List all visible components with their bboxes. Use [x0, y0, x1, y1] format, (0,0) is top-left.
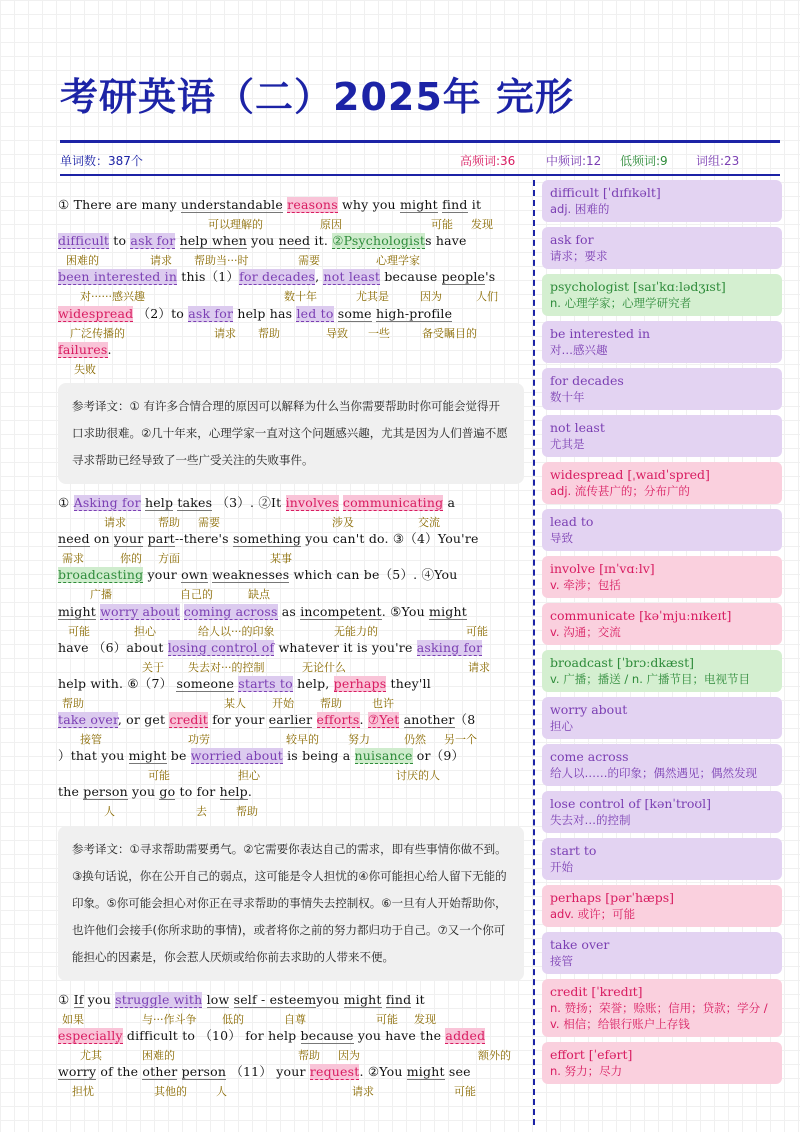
gloss: 备受瞩目的 [422, 326, 477, 340]
term: need [58, 531, 90, 547]
term: widespread [58, 305, 134, 321]
passage-line [58, 530, 524, 566]
term: credit [169, 712, 209, 728]
vocab-word: psychologist [saɪˈkɑːlədʒɪst] [550, 279, 726, 294]
vocab-card [542, 1042, 782, 1084]
vocab-card [542, 462, 782, 504]
vocab-meaning: 导致 [550, 531, 573, 545]
gloss: 请求 [352, 1085, 374, 1098]
vocab-word: be interested in [550, 326, 651, 341]
term: struggle with [115, 991, 203, 1007]
gloss: 自尊 [284, 1012, 306, 1026]
phrase-count: 词组:23 [696, 154, 740, 168]
gloss: 人 [104, 805, 115, 819]
term: especially [58, 1027, 123, 1043]
gloss: 帮助 [258, 326, 280, 340]
term: worried about [190, 748, 283, 764]
gloss: 人们 [476, 290, 498, 304]
term: might [429, 603, 467, 619]
gloss: 给人以···的印象 [198, 624, 275, 638]
term: might [406, 1064, 445, 1079]
vocab-meaning: v. 牵涉；包括 [550, 578, 621, 592]
gloss: 请求 [150, 254, 172, 268]
passage-line [58, 783, 524, 819]
english-text: have （6）about losing control of whatever it is you're asking for [58, 639, 483, 655]
vocab-card [542, 932, 782, 974]
vocab-list [542, 180, 782, 1089]
term: ②Psychologist [332, 233, 426, 249]
vocab-word: ask for [550, 232, 594, 247]
gloss: 涉及 [332, 515, 354, 529]
vocab-meaning: v. 广播；播送 / n. 广播节目；电视节目 [550, 672, 751, 686]
gloss: 担忧 [72, 1085, 94, 1098]
gloss: 人 [216, 1085, 227, 1098]
passage-line [58, 711, 524, 747]
term: for decades [239, 269, 316, 285]
gloss: 需要 [198, 515, 220, 529]
vocab-meaning: 对…感兴趣 [550, 343, 608, 357]
english-text: worry of the other person （11） your request. ②You might see [58, 1064, 471, 1079]
gloss: 可能 [148, 769, 170, 783]
vocab-card [542, 791, 782, 833]
passage-line [58, 232, 524, 268]
term: efforts [316, 712, 360, 728]
mid-freq-count: 中频词:12 [546, 154, 602, 168]
gloss: 心理学家 [376, 254, 420, 268]
vocab-word: effort [ˈefərt] [550, 1047, 633, 1062]
term: part [147, 531, 175, 547]
gloss: 如果 [62, 1012, 84, 1026]
gloss: 需求 [62, 552, 84, 566]
vocab-card [542, 979, 782, 1037]
vocab-meaning: 担心 [550, 719, 573, 733]
gloss: 数十年 [284, 290, 317, 304]
term: find [385, 991, 412, 1007]
vocab-word: lose control of [kənˈtroʊl] [550, 796, 711, 811]
term: understandable [180, 197, 283, 212]
high-freq-count: 高频词:36 [460, 154, 516, 168]
vocab-word: credit [ˈkredɪt] [550, 984, 643, 999]
vocab-word: take over [550, 937, 610, 952]
gloss: 可能 [466, 624, 488, 638]
vocab-word: worry about [550, 702, 628, 717]
gloss: 因为 [338, 1048, 360, 1062]
gloss: 与···作斗争 [142, 1012, 197, 1026]
gloss: 原因 [320, 218, 342, 231]
gloss: 可能 [431, 218, 453, 231]
passage-line [58, 268, 524, 304]
english-text: broadcasting your own weaknesses which can be（5）. ④You [58, 567, 458, 583]
vocab-word: involve [ɪnˈvɑːlv] [550, 561, 655, 576]
passage-column [58, 196, 524, 1105]
passage-line [58, 196, 524, 232]
gloss: 关于 [142, 660, 164, 674]
term: people [441, 269, 486, 285]
vocab-word: start to [550, 843, 597, 858]
gloss: 失去对···的控制 [188, 660, 265, 674]
vocab-meaning: n. 心理学家；心理学研究者 [550, 296, 692, 310]
gloss: 努力 [348, 733, 370, 747]
gloss: 帮助当···时 [194, 254, 249, 268]
header-rule [60, 174, 780, 176]
gloss: 可能 [68, 624, 90, 638]
gloss: 请求 [104, 515, 126, 529]
vocab-card [542, 650, 782, 692]
gloss: 发现 [471, 218, 493, 231]
term: involves [285, 494, 339, 510]
vocab-meaning: adv. 或许；可能 [550, 907, 636, 921]
vocab-card [542, 321, 782, 363]
column-divider [533, 180, 535, 1125]
gloss: 可能 [454, 1085, 476, 1098]
term: difficult [58, 233, 110, 249]
gloss: 需要 [298, 254, 320, 268]
term: reasons [287, 197, 338, 212]
vocab-card [542, 274, 782, 316]
english-text: ① There are many understandable reasons why you might find it [58, 197, 482, 212]
term: need [278, 233, 311, 249]
gloss: 可以理解的 [208, 218, 263, 231]
term: something [232, 531, 302, 547]
gloss: 某人 [224, 696, 246, 710]
term: ask for [130, 233, 176, 249]
english-text: difficult to ask for help when you need it. ②Psychologists have [58, 233, 467, 249]
term: might [343, 991, 382, 1007]
english-text: failures. [58, 341, 112, 357]
term: might [399, 197, 438, 212]
term: ask for [188, 305, 234, 321]
gloss: 帮助 [320, 696, 342, 710]
term: person [181, 1064, 227, 1079]
passage-line [58, 566, 524, 602]
vocab-meaning: 接管 [550, 954, 573, 968]
vocab-meaning: v. 沟通；交流 [550, 625, 621, 639]
vocab-meaning: 失去对…的控制 [550, 813, 631, 827]
gloss: 帮助 [236, 805, 258, 819]
low-freq-count: 低频词:9 [620, 154, 668, 168]
passage-line [58, 305, 524, 341]
term: nuisance [354, 748, 413, 764]
vocab-card [542, 697, 782, 739]
english-text: might worry about coming across as incompetent. ⑤You might [58, 603, 467, 619]
english-text: help with. ⑥（7） someone starts to help, perhaps they'll [58, 675, 431, 691]
term: added [445, 1027, 486, 1043]
translation-2: 参考译文：①寻求帮助需要勇气。②它需要你表达自己的需求，即有些事情你做不到。③换句话说，你在公开自己的弱点，这可能是令人担忧的④你可能担心给人留下无能的印象。⑤你可能会担心对你正在寻求帮助的事情失去控制权。⑥一旦有人开始帮助你，也许他们会接手(你所求助的事情)，或者将你之前的努力都归功于自己。⑦又一个你可能担心的因素是，你会惹人厌烦或给你前去求助的人带来不便。 [58, 826, 524, 981]
passage-line [58, 747, 524, 783]
gloss: 功劳 [188, 733, 210, 747]
term: high-profile [375, 305, 453, 321]
term: help when [179, 233, 247, 249]
term: because [300, 1027, 354, 1043]
vocab-word: for decades [550, 373, 624, 388]
term: go [159, 784, 176, 800]
term: been interested in [58, 269, 178, 285]
gloss: 发现 [414, 1012, 436, 1026]
gloss: 另一个 [444, 733, 477, 747]
term: weaknesses [212, 567, 290, 583]
term: communicating [342, 494, 444, 510]
gloss: 可能 [376, 1012, 398, 1026]
term: takes [177, 494, 213, 510]
term: failures [58, 341, 108, 357]
term: losing control of [167, 639, 275, 655]
gloss: 仍然 [404, 733, 426, 747]
term: might [128, 748, 167, 764]
term: take over [58, 712, 118, 728]
passage-line [58, 675, 524, 711]
gloss: 你的 [120, 552, 142, 566]
gloss: 交流 [418, 515, 440, 529]
english-text: ① Asking for help takes （3）. ②It involves communicating a [58, 494, 456, 510]
paragraph-3 [58, 991, 524, 1100]
passage-line [58, 639, 524, 675]
translation-1: 参考译文：① 有许多合情合理的原因可以解释为什么当你需要帮助时你可能会觉得开口求助很难。②几十年来，心理学家一直对这个问题感兴趣，尤其是因为人们普遍不愿寻求帮助已经导致了一些广受关注的失败事件。 [58, 383, 524, 484]
vocab-word: broadcast [ˈbrɔːdkæst] [550, 655, 694, 670]
gloss: 低的 [222, 1012, 244, 1026]
vocab-word: lead to [550, 514, 594, 529]
gloss: 尤其是 [356, 290, 389, 304]
english-text: take over, or get credit for your earlier efforts. ⑦Yet another（8 [58, 712, 476, 728]
vocab-card [542, 885, 782, 927]
term: your [113, 531, 144, 547]
gloss: 开始 [272, 696, 294, 710]
gloss: 无论什么 [302, 660, 346, 674]
term: some [337, 305, 372, 321]
vocab-word: perhaps [pərˈhæps] [550, 890, 675, 905]
vocab-meaning: adj. 流传甚广的；分布广的 [550, 484, 690, 498]
gloss: 担心 [134, 624, 156, 638]
gloss: 广泛传播的 [70, 326, 125, 340]
term: earlier [268, 712, 313, 728]
paragraph-2 [58, 494, 524, 820]
gloss: 方面 [158, 552, 180, 566]
term: coming across [183, 603, 278, 619]
term: ⑦Yet [367, 712, 400, 728]
vocab-word: difficult [ˈdɪfɪkəlt] [550, 185, 661, 200]
gloss: 帮助 [158, 515, 180, 529]
gloss: 尤其 [80, 1048, 102, 1062]
term: starts to [238, 675, 293, 691]
term: worry [58, 1064, 97, 1079]
vocab-meaning: 请求；要求 [550, 249, 608, 263]
gloss: 接管 [80, 733, 102, 747]
gloss: 请求 [214, 326, 236, 340]
page-title: 考研英语（二）2025年 完形 [60, 75, 574, 119]
gloss: 较早的 [286, 733, 319, 747]
gloss: 其他的 [154, 1085, 187, 1098]
vocab-card [542, 744, 782, 786]
gloss: 某事 [270, 552, 292, 566]
gloss: 自己的 [180, 588, 213, 602]
english-text: ）that you might be worried about is being a nuisance or（9） [58, 748, 465, 764]
term: led to [296, 305, 334, 321]
vocab-card [542, 838, 782, 880]
term: broadcasting [58, 567, 144, 583]
term: Asking for [73, 494, 141, 510]
english-text: been interested in this（1）for decades, not least because people's [58, 269, 496, 285]
passage-line [58, 1063, 524, 1099]
passage-line [58, 1027, 524, 1063]
word-count: 单词数：387个 [60, 154, 143, 168]
vocab-meaning: 尤其是 [550, 437, 585, 451]
title-rule [60, 140, 780, 143]
gloss: 去 [196, 805, 207, 819]
vocab-card [542, 227, 782, 269]
vocab-card [542, 556, 782, 598]
passage-line [58, 603, 524, 639]
vocab-card [542, 180, 782, 222]
vocab-meaning: n. 赞扬；荣誉；赊账；信用；贷款；学分 / v. 相信；给银行账户上存钱 [550, 1001, 768, 1031]
gloss: 一些 [368, 326, 390, 340]
vocab-word: widespread [ˌwaɪdˈspred] [550, 467, 710, 482]
passage-line [58, 991, 524, 1027]
term: low [206, 991, 230, 1007]
gloss: 也许 [372, 696, 394, 710]
vocab-meaning: 数十年 [550, 390, 585, 404]
vocab-meaning: 给人以……的印象；偶然遇见；偶然发现 [550, 766, 757, 780]
vocab-card [542, 415, 782, 457]
term: own [181, 567, 208, 583]
vocab-word: not least [550, 420, 605, 435]
english-text: need on your part--there's something you can't do. ③（4）You're [58, 531, 479, 547]
gloss: 无能力的 [334, 624, 378, 638]
term: request [309, 1064, 360, 1079]
gloss: 广播 [90, 588, 112, 602]
vocab-card [542, 509, 782, 551]
vocab-word: come across [550, 749, 629, 764]
gloss: 导致 [326, 326, 348, 340]
english-text: especially difficult to （10） for help because you have the added [58, 1027, 486, 1043]
term: self - esteem [233, 991, 317, 1007]
gloss: 额外的 [478, 1048, 511, 1062]
gloss: 帮助 [298, 1048, 320, 1062]
vocab-word: communicate [kəˈmjuːnɪkeɪt] [550, 608, 732, 623]
gloss: 担心 [238, 769, 260, 783]
term: might [58, 603, 96, 619]
gloss: 困难的 [142, 1048, 175, 1062]
vocab-card [542, 368, 782, 410]
gloss: 帮助 [62, 696, 84, 710]
gloss: 因为 [420, 290, 442, 304]
term: perhaps [333, 675, 387, 691]
term: someone [176, 675, 235, 691]
passage-line [58, 341, 524, 377]
gloss: 请求 [468, 660, 490, 674]
gloss: 困难的 [66, 254, 99, 268]
english-text: ① If you struggle with low self - esteemyou might find it [58, 991, 425, 1007]
passage-line [58, 494, 524, 530]
term: another [403, 712, 455, 728]
term: not least [323, 269, 381, 285]
term: person [83, 784, 128, 800]
term: other [142, 1064, 178, 1079]
gloss: 缺点 [248, 588, 270, 602]
paragraph-1 [58, 196, 524, 377]
english-text: widespread （2）to ask for help has led to some high-profile [58, 305, 453, 321]
english-text: the person you go to for help. [58, 784, 252, 800]
gloss: 对······感兴趣 [80, 290, 145, 304]
gloss: 讨厌的人 [396, 769, 440, 783]
vocab-meaning: adj. 困难的 [550, 202, 610, 216]
term: worry about [100, 603, 180, 619]
vocab-meaning: 开始 [550, 860, 573, 874]
term: help [219, 784, 248, 800]
term: find [442, 197, 468, 212]
gloss: 失败 [74, 362, 96, 376]
term: incompetent [300, 603, 382, 619]
term: asking for [416, 639, 483, 655]
term: help [144, 494, 174, 510]
vocab-meaning: n. 努力；尽力 [550, 1064, 623, 1078]
vocab-card [542, 603, 782, 645]
term: If [73, 991, 84, 1007]
